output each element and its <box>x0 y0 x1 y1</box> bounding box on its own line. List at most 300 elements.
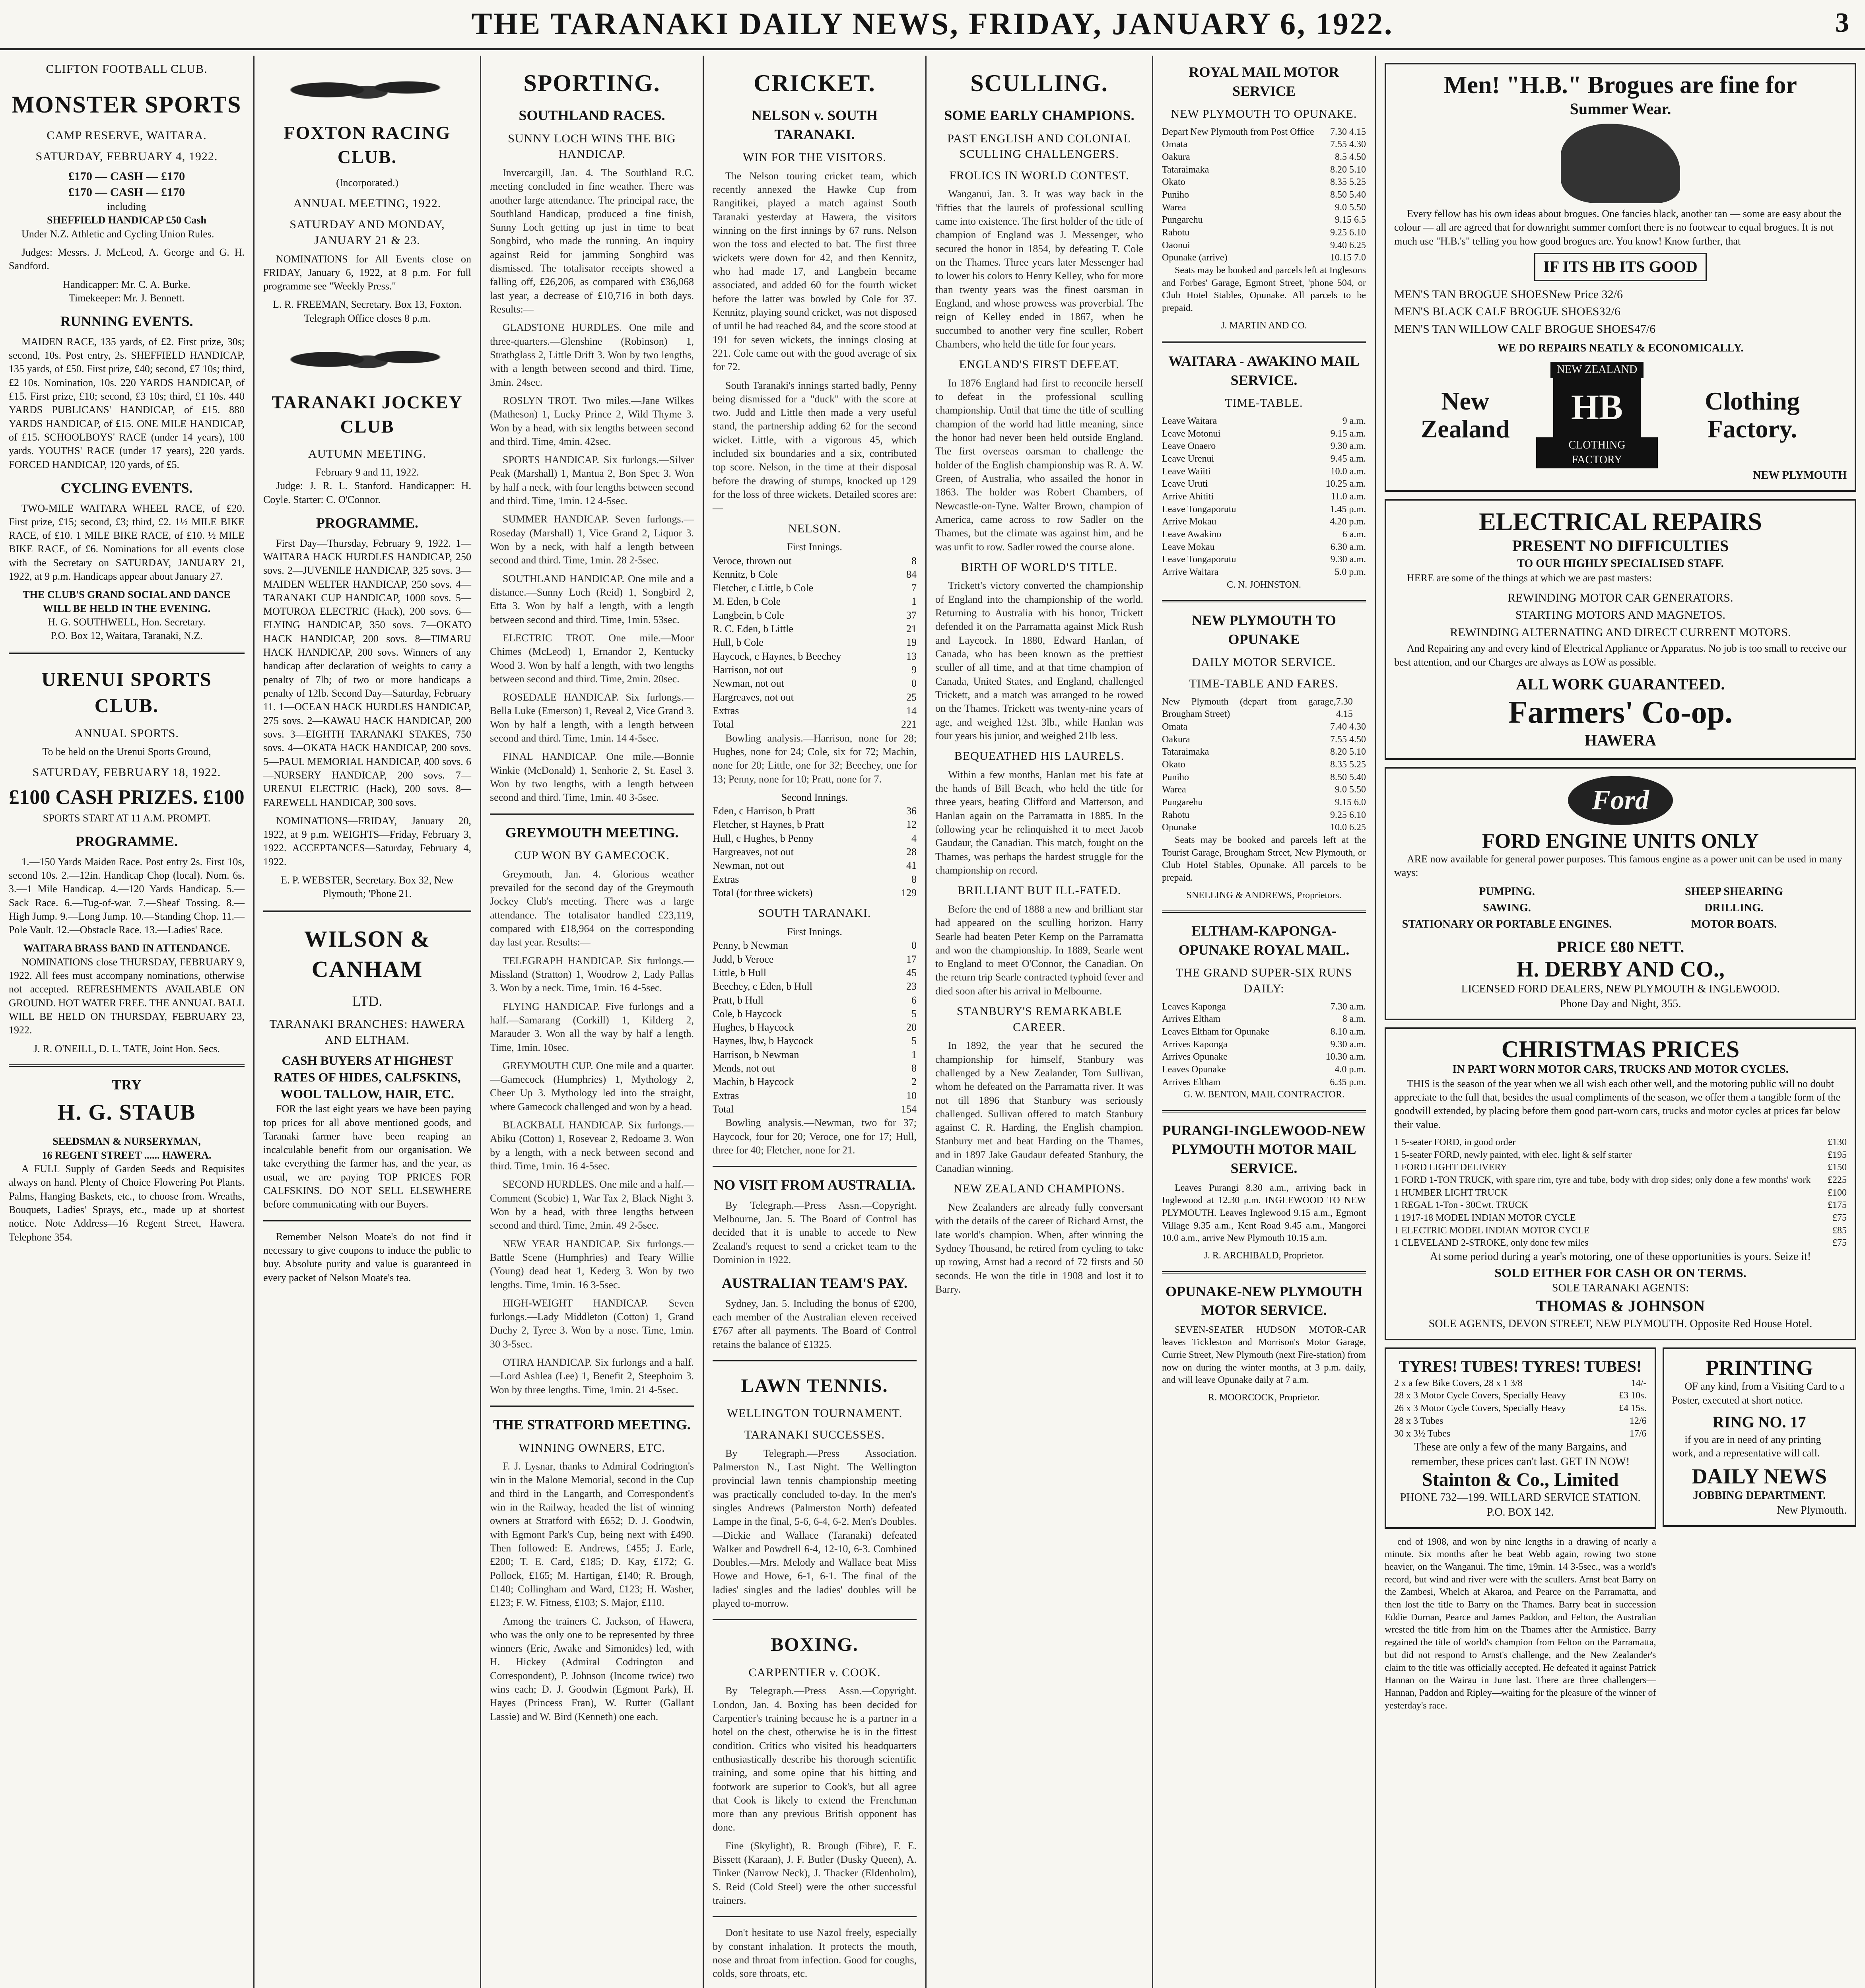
timetable-row-label: Leave Awakino <box>1162 529 1222 540</box>
timetable-row-value: 10.0 6.25 <box>1330 822 1366 833</box>
timetable-row-value: 9.40 6.25 <box>1330 240 1366 250</box>
batsman-row <box>713 1007 917 1021</box>
price-row <box>1394 321 1847 337</box>
including-label: including <box>107 201 146 213</box>
article-paragraph: South Taranaki's innings started badly, Penny being dismissed for a "duck" with the score at two. Judd and Little then made a very useful stand, the partnership adding 62 for the second wicket. Little, with a vigorous 45, which included six boundaries and a six, contributed top score. Nelson, in the time at their disposal before the drawing of stumps, knocked up 129 for the loss of three wickets. Detailed scores are:— <box>713 379 917 514</box>
timetable-row <box>1162 721 1366 734</box>
batsman-row-label: Hargreaves, not out <box>713 846 794 858</box>
purangi-proprietor: J. R. ARCHIBALD, Proprietor. <box>1204 1250 1324 1261</box>
urenui-band-note: WAITARA BRASS BAND IN ATTENDANCE. <box>23 942 230 954</box>
timetable-row <box>1162 734 1366 746</box>
column-racing-clubs <box>254 56 481 1988</box>
urenui-programme: 1.—150 Yards Maiden Race. Post entry 2s. First 10s, second 10s. 2.—12in. Handicap Chop (local). Nom. 6s. 3.—1 Mile Handicap. 4.—120 Yards Handicap. 5.—Sack Race. 6.—Tug-of-war. 7.—Sheaf Tossing. 8.—High Jump. 9.—Long Jump. 10.—Standing Chop. 11.—Pole Vault. 12.—Obstacle Race. 13.—Ladies' Race. <box>9 856 245 936</box>
batsman-row-value: 1 <box>911 596 917 608</box>
scorecard-total: Total 154 <box>713 1103 917 1115</box>
article-subheading: STANBURY'S REMARKABLE CAREER. <box>957 1005 1122 1034</box>
tjc-subhead: AUTUMN MEETING. <box>308 447 426 460</box>
waitara-awakino-proprietor: C. N. JOHNSTON. <box>1227 579 1301 590</box>
stainton-address: PHONE 732—199. WILLARD SERVICE STATION. P.O. BOX 142. <box>1400 1491 1641 1518</box>
sculling-continued-text: end of 1908, and won by nine lengths in a drawing of nearly a minute. Six months after he beat Webb again, rowing two stone heavier, on the Wanganui. The time, 19min. 14 3-5sec., was a world's record, but wind and river were with the scullers. Arnst beat Barry on the Zambesi, Whelch at Akaroa, and Pearce on the Parramatta, and then lost the title to Barry on the Thames. Barry beat in succession Eddie Durnan, Pearce and James Paddon, and Felton, the Australian wrested the title from him on the Thames after the Armistice. Barry regained the title of world's champion from Felton on the Parramatta, but did not respond to Arnst's challenge, and the New Zealander's claim to the title was officially accepted. He defeated it against Patrick Hannan on the Wairau in June last. There are three challengers—Hannan, Paddon and Ripley—waiting for the pleasure of the winner of yesterday's race. <box>1385 1536 1656 1711</box>
page-number: 3 <box>1835 8 1849 38</box>
jobbing-department: JOBBING DEPARTMENT. <box>1693 1489 1826 1502</box>
article-subheading: NEW ZEALAND CHAMPIONS. <box>954 1182 1125 1196</box>
batsman-row <box>713 595 917 608</box>
tjc-programme: First Day—Thursday, February 9, 1922. 1—WAITARA HACK HURDLES HANDICAP, 250 sovs. 2—JUVENILE HANDICAP, 325 sovs. 3—MAIDEN WELTER HANDICAP, 250 sovs. 4—TARANAKI CUP HANDICAP, 1000 sovs. 5—MOTUROA ELECTRIC (Hack), 200 sovs. 6—FLYING HANDICAP, 350 sovs. 7—OKATO HACK HANDICAP, 200 sovs. 8—TIMARU HACK HANDICAP, 200 sovs. Winners of any handicap after declaration of weights to carry a penalty of 7lb; of two or more handicaps a penalty of 12lb. Second Day—Saturday, February 11. 1—OCEAN HACK HURDLES HANDICAP, 275 sovs. 2—KAWAU HACK HANDICAP, 200 sovs. 3—EIGHTH TARANAKI STAKES, 750 sovs. 4—OKATA HACK HANDICAP, 200 sovs. 5—PAUL MEMORIAL HANDICAP, 400 sovs. 6—NURSERY HANDICAP, 200 sovs. 7—URENUI ELECTRIC (Hack), 200 sovs. 8—FAREWELL HANDICAP, 300 sovs. <box>263 537 471 808</box>
batsman-row-value: 41 <box>906 860 917 872</box>
ford-logo: Ford <box>1568 776 1673 825</box>
use-item: STATIONARY OR PORTABLE ENGINES. <box>1402 918 1612 930</box>
column-advertisements <box>1376 56 1865 1988</box>
batsman-row <box>713 650 917 663</box>
price-row <box>1394 304 1847 320</box>
price-row-label: MEN'S TAN BROGUE SHOES <box>1394 287 1549 301</box>
racehorse-illustration <box>267 331 467 379</box>
foxton-headline: FOXTON RACING CLUB. <box>284 122 451 167</box>
daily-news-name: DAILY NEWS <box>1692 1464 1827 1489</box>
price-row-value: 32/6 <box>1599 305 1620 318</box>
timetable-row <box>1162 151 1366 164</box>
batsman-row-label: Fletcher, c Little, b Cole <box>713 582 814 594</box>
price-row <box>1394 1161 1847 1174</box>
batsman-row-label: Hughes, b Haycock <box>713 1021 794 1033</box>
batsman-row <box>713 581 917 595</box>
nazol-advert: Don't hesitate to use Nazol freely, especially by constant inhalation. It protects the mouth, nose and throat from infection. Good for coughs, colds, sore throats, etc. <box>713 1927 917 1980</box>
urenui-subhead: ANNUAL SPORTS. <box>74 726 179 740</box>
batsman-row-label: Hargreaves, not out <box>713 691 794 703</box>
batsman-row-label: Judd, b Veroce <box>713 953 774 965</box>
price-row-label: 1 5-seater FORD, newly painted, with elec. light & self starter <box>1394 1149 1632 1160</box>
timetable-row-value: 8.20 5.10 <box>1330 164 1366 175</box>
timetable-row-label: New Plymouth (depart from garage, Brougham Street) <box>1162 696 1336 720</box>
timetable-row-value: 8.50 5.40 <box>1330 772 1366 782</box>
timetable-row <box>1162 440 1366 453</box>
prize-line: £170 — CASH — £170 <box>68 169 185 183</box>
timetable-row-label: Leave Tongaporutu <box>1162 504 1236 514</box>
price-row-value: £175 <box>1828 1200 1847 1211</box>
electrical-guarantee: ALL WORK GUARANTEED. <box>1516 675 1725 693</box>
thomas-johnson-name: THOMAS & JOHNSON <box>1536 1297 1705 1315</box>
batsman-row <box>713 1089 917 1103</box>
timekeeper-text: Timekeeper: Mr. J. Bennett. <box>69 292 185 304</box>
timetable-row-value: 7.55 4.30 <box>1330 139 1366 150</box>
timetable-row <box>1162 1051 1366 1064</box>
article-paragraph: BLACKBALL HANDICAP. Six furlongs.—Abiku (Cotton) 1, Rosevear 2, Redoame 3. Won by a length, with a neck between second and third. Time, 1min. 16 4-5sec. <box>490 1119 694 1172</box>
foxton-incorporated: (Incorporated.) <box>336 177 398 189</box>
batsman-row-value: 19 <box>906 637 917 648</box>
column-timetables <box>1153 56 1376 1988</box>
batsman-row <box>713 554 917 568</box>
article-paragraph: ROSLYN TROT. Two miles.—Jane Wilkes (Matheson) 1, Lucky Prince 2, Wild Thyme 3. Won by a head, with six lengths between second and third. Time, 4min. 42sec. <box>490 394 694 447</box>
foxton-secretary: L. R. FREEMAN, Secretary. Box 13, Foxton. Telegraph Office closes 8 p.m. <box>273 299 462 324</box>
article-paragraph: By Telegraph.—Press Assn.—Copyright. Melbourne, Jan. 5. The Board of Control has decided that it is unable to accede to New Zealand's request to send a cricket team to the Dominion in 1922. <box>713 1199 917 1266</box>
article-subheading: CUP WON BY GAMECOCK. <box>514 849 670 862</box>
article-heading: THE STRATFORD MEETING. <box>493 1417 691 1433</box>
batsman-row <box>713 845 917 859</box>
timetable-row-value: 9.25 6.10 <box>1330 810 1366 820</box>
price-row-value: New Price 32/6 <box>1548 287 1623 301</box>
timetable-row-value: 9.25 6.10 <box>1330 227 1366 238</box>
timetable-row <box>1162 528 1366 541</box>
urenui-date: SATURDAY, FEBRUARY 18, 1922. <box>32 765 221 779</box>
urenui-ground: To be held on the Urenui Sports Ground, <box>42 746 211 758</box>
timetable-row-label: Puniho <box>1162 772 1189 782</box>
innings-label: First Innings. <box>787 926 842 938</box>
thomas-johnson-address: SOLE AGENTS, DEVON STREET, NEW PLYMOUTH. Opposite Red House Hotel. <box>1428 1318 1813 1330</box>
batsman-row-label: Eden, c Harrison, b Pratt <box>713 805 815 817</box>
article-paragraph: SOUTHLAND HANDICAP. One mile and a distance.—Sunny Loch (Reid) 1, Songbird 2, Etta 3. Won by half a length, with a length between second and third. Time, 1min. 53sec. <box>490 573 694 625</box>
electrical-headline: ELECTRICAL REPAIRS <box>1479 507 1762 536</box>
timetable-row-value: 9.30 a.m. <box>1330 554 1366 565</box>
electrical-intro: HERE are some of the things at which we are past masters: <box>1407 572 1652 584</box>
batsman-row-label: Haycock, c Haynes, b Beechey <box>713 650 841 662</box>
timetable-row-value: 8.20 5.10 <box>1330 747 1366 757</box>
masthead <box>0 0 1865 50</box>
article-subheading: ENGLAND'S FIRST DEFEAT. <box>959 358 1120 371</box>
timetable-row-label: Leaves Opunake <box>1162 1064 1226 1075</box>
timetable-row-label: Arrives Opunake <box>1162 1052 1228 1062</box>
article-paragraph: Invercargill, Jan. 4. The Southland R.C. meeting concluded in fine weather. There was another large attendance. The principal race, the Southland Handicap, produced a fine finish, Sunny Loch getting up just in time to beat Songbird, who made the running. An inquiry against Reid for jamming Songbird was dismissed. The totalisator receipts showed a falling off, £26,206, as compared with £36,068 last year, a decrease of £10,716 in both days. Results:— <box>490 167 694 315</box>
ford-headline: FORD ENGINE UNITS ONLY <box>1482 829 1759 852</box>
timetable-row-label: Oakura <box>1162 151 1190 162</box>
electrical-staff: TO OUR HIGHLY SPECIALISED STAFF. <box>1517 557 1724 570</box>
innings-label: Second Innings. <box>781 791 848 803</box>
ford-phone: Phone Day and Night, 355. <box>1560 997 1681 1010</box>
timetable-row-value: 6.35 p.m. <box>1330 1077 1366 1087</box>
ford-price: PRICE £80 NETT. <box>1556 938 1684 956</box>
use-item: PUMPING. <box>1479 885 1535 898</box>
price-row-value: 47/6 <box>1634 322 1656 336</box>
np-opunake-sub: DAILY MOTOR SERVICE. <box>1192 656 1336 669</box>
timetable-row-label: Pungarehu <box>1162 215 1203 225</box>
urenui-cash-prizes: £100 CASH PRIZES. £100 <box>9 786 245 809</box>
batsman-row-label: Newman, not out <box>713 860 784 872</box>
ford-uses-list <box>1394 885 1847 932</box>
article-paragraph: SPORTS HANDICAP. Six furlongs.—Silver Peak (Marshall) 1, Mantua 2, Bon Spec 3. Won by half a neck, with four lengths between second and third. Time, 1min. 12 4-5sec. <box>490 454 694 507</box>
batsman-row-value: 10 <box>906 1089 917 1101</box>
batsman-row-value: 5 <box>911 1008 917 1019</box>
timetable-row-label: Leave Uruti <box>1162 479 1208 489</box>
article-subheading: FROLICS IN WORLD CONTEST. <box>949 169 1129 182</box>
price-row-value: £85 <box>1832 1225 1847 1236</box>
timetable-row <box>1162 491 1366 503</box>
timetable-row-label: Tataraimaka <box>1162 747 1209 757</box>
timetable-row-value: 10.0 a.m. <box>1330 466 1366 477</box>
team-heading: NELSON. <box>788 522 841 535</box>
batsman-row-value: 21 <box>906 623 917 635</box>
hb-price-list <box>1394 287 1847 337</box>
timetable-row <box>1162 227 1366 239</box>
batsman-row-label: Harrison, not out <box>713 664 783 676</box>
timetable <box>1162 696 1366 834</box>
timetable-row-value: 9.0 5.50 <box>1335 202 1366 213</box>
batsman-row <box>713 663 917 677</box>
wilson-canham-branches: TARANAKI BRANCHES: HAWERA AND ELTHAM. <box>269 1017 465 1046</box>
sheffield-handicap: SHEFFIELD HANDICAP £50 Cash <box>47 214 206 226</box>
batsman-row-label: M. Eden, b Cole <box>713 596 781 608</box>
rms-proprietor: J. MARTIN AND CO. <box>1221 320 1307 331</box>
cycling-events-text: TWO-MILE WAITARA WHEEL RACE, of £20. First prize, £15; second, £3; third, £2. 1½ MILE BIKE RACE, of £10. 1 MILE BIKE RACE, of £10. ½ MILE BIKE RACE, of £6. Nominations for all events close with the Secretary on SATURDAY, JANUARY 21, 1922, at 9 p.m. Handicaps appear about January 27. <box>9 502 245 582</box>
rules-text: Under N.Z. Athletic and Cycling Union Rules. <box>21 228 214 240</box>
batsman-row <box>713 804 917 818</box>
article-paragraph: OTIRA HANDICAP. Six furlongs and a half.—Lord Ashlea (Lee) 1, Benefit 2, Steephoim 3. Won by three lengths. Time, 1min. 21 4-5sec. <box>490 1357 694 1396</box>
timetable-row <box>1162 771 1366 784</box>
np-opunake-heading: NEW PLYMOUTH TO OPUNAKE <box>1192 612 1336 647</box>
timetable-row <box>1162 566 1366 579</box>
article-paragraph: ROSEDALE HANDICAP. Six furlongs.—Bella Luke (Emerson) 1, Reveal 2, Vice Grand 3. Won by half a length, with a length between second and third. Time, 1min. 14 4-5sec. <box>490 691 694 744</box>
tjc-dates: February 9 and 11, 1922. <box>315 466 419 478</box>
wilson-canham-buyers: CASH BUYERS AT HIGHEST RATES OF HIDES, CALFSKINS, WOOL TALLOW, HAIR, ETC. <box>274 1053 461 1101</box>
price-row <box>1394 1237 1847 1250</box>
timetable-row-value: 1.45 p.m. <box>1330 504 1366 514</box>
handicapper-text: Handicapper: Mr. C. A. Burke. <box>63 278 190 290</box>
batsman-row-label: Cole, b Haycock <box>713 1008 782 1019</box>
timetable-row-value: 9 a.m. <box>1342 416 1366 426</box>
tyres-text: These are only a few of the many Bargains, and remember, these prices can't last. GET IN NOW! <box>1411 1441 1630 1468</box>
timetable-row-value: 9.15 6.0 <box>1335 797 1366 808</box>
timetable-row-value: 8.35 5.25 <box>1330 177 1366 188</box>
timetable-row <box>1162 164 1366 177</box>
nelson-moate-note: Remember Nelson Moate's do not find it necessary to give coupons to induce the public to buy. Absolute purity and value is guaranteed in every packet of Nelson Moate's tea. <box>263 1231 471 1283</box>
timetable-row-label: Okato <box>1162 177 1185 188</box>
tyres-headline: TYRES! TUBES! TYRES! TUBES! <box>1399 1357 1642 1376</box>
batsman-row <box>713 1048 917 1062</box>
batsman-row <box>713 622 917 636</box>
club-name: CLIFTON FOOTBALL CLUB. <box>46 62 208 76</box>
article-heading: AUSTRALIAN TEAM'S PAY. <box>721 1275 908 1291</box>
printing-text2: if you are in need of any printing work, and a representative will call. <box>1672 1433 1821 1459</box>
batsman-row-label: Haynes, lbw, b Haycock <box>713 1035 814 1047</box>
urenui-notes: NOMINATIONS close THURSDAY, FEBRUARY 9, 1922. All fees must accompany nominations, otherwise not accepted. REFRESHMENTS AVAILABLE ON GROUND. HOT WATER FREE. THE ANNUAL BALL WILL BE HELD ON THURSDAY, FEBRUARY 23, 1922. <box>9 956 245 1036</box>
use-item: MOTOR BOATS. <box>1691 918 1777 930</box>
printing-text: OF any kind, from a Visiting Card to a Poster, executed at short notice. <box>1672 1380 1845 1406</box>
article-paragraph: FLYING HANDICAP. Five furlongs and a half.—Samarang (Corkill) 1, Kilderg 2, Marauder 3. Won all the way by half a length. Time, 1min. 10sec. <box>490 1000 694 1053</box>
article-subheading: WIN FOR THE VISITORS. <box>742 151 887 164</box>
timetable-row-value: 8 a.m. <box>1342 1014 1366 1025</box>
batsman-row-value: 84 <box>906 568 917 580</box>
price-row <box>1394 1136 1847 1149</box>
batsman-row-value: 36 <box>906 805 917 817</box>
try-heading: TRY <box>112 1076 142 1093</box>
opunake-np-heading: OPUNAKE-NEW PLYMOUTH MOTOR SERVICE. <box>1165 1283 1363 1318</box>
christmas-text: THIS is the season of the year when we all wish each other well, and the motoring public will no doubt appreciate to the full that, besides the usual compliments of the season, we offer them a tangible form of the goodwill extended, by placing before them good part-worn cars, trucks and motor cycles at prices far below their value. <box>1394 1077 1841 1130</box>
timetable-row <box>1162 746 1366 759</box>
service-item: STARTING MOTORS AND MAGNETOS. <box>1515 608 1726 622</box>
rms-heading: ROYAL MAIL MOTOR SERVICE <box>1189 64 1339 99</box>
batsman-row-label: Veroce, thrown out <box>713 555 792 567</box>
timetable-row-label: Warea <box>1162 202 1186 213</box>
staub-address: 16 REGENT STREET ...... HAWERA. <box>42 1149 212 1161</box>
batsman-row-label: Penny, b Newman <box>713 940 788 951</box>
timetable-row <box>1162 821 1366 834</box>
batsman-row-value: 14 <box>906 705 917 716</box>
price-row-label: 28 x 3 Motor Cycle Covers, Specially Heavy <box>1394 1390 1566 1401</box>
scorecard <box>713 939 917 1103</box>
timetable-row-value: 4.20 p.m. <box>1330 516 1366 527</box>
article-subheading: PAST ENGLISH AND COLONIAL SCULLING CHALLENGERS. <box>947 132 1131 161</box>
np-opunake-sub2: TIME-TABLE AND FARES. <box>1189 677 1339 691</box>
batsman-row-value: 8 <box>911 1062 917 1074</box>
article-subheading: SUNNY LOCH WINS THE BIG HANDICAP. <box>508 132 676 161</box>
purangi-text: Leaves Purangi 8.30 a.m., arriving back in Inglewood at 12.30 p.m. INGLEWOOD TO NEW PLYMOUTH. Leaves Inglewood 9.15 a.m., Egmont Village 9.35 a.m., Kent Road 9.45 a.m., Mangorei 10.0 a.m., arrive New Plymouth 10.15 a.m. <box>1162 1182 1366 1244</box>
printing-place: New Plymouth. <box>1777 1504 1847 1516</box>
price-row <box>1394 1390 1647 1402</box>
batsman-row <box>713 859 917 872</box>
article-paragraph: SUMMER HANDICAP. Seven furlongs.—Roseday (Marshall) 1, Vice Grand 2, Liquor 3. Won by a neck, with half a length between second and third. Time, 1min. 28 2-5sec. <box>490 513 694 566</box>
timetable-row <box>1162 214 1366 227</box>
price-row-value: 14/- <box>1631 1378 1647 1388</box>
hb-text: Every fellow has his own ideas about brogues. One fancies black, another tan — some are easy about the colour — all are agreed that for downright summer comfort there is no footwear to equal brogues. It is not much use "H.B.'s" telling you how good brogues are. You know! Know further, that <box>1394 208 1842 247</box>
opunake-np-text: SEVEN-SEATER HUDSON MOTOR-CAR leaves Tickleston and Morrison's Motor Garage, Currie Street, New Plymouth (next Fire-station) from now on during the winter months, at 3 p.m. daily, and will leave Opunake daily at 7 a.m. <box>1162 1324 1366 1386</box>
ek-heading: ELTHAM-KAPONGA-OPUNAKE ROYAL MAIL. <box>1178 923 1350 958</box>
batsman-row-value: 12 <box>906 819 917 831</box>
timetable-row <box>1162 466 1366 478</box>
timetable-row <box>1162 252 1366 264</box>
timetable-row-value: 7.40 4.30 <box>1330 721 1366 732</box>
batsman-row-label: Newman, not out <box>713 678 784 689</box>
secretary-signature: H. G. SOUTHWELL, Hon. Secretary. <box>48 616 206 628</box>
timetable-row-label: Arrive Waitara <box>1162 567 1219 578</box>
batsman-row <box>713 1075 917 1089</box>
team-heading: SOUTH TARANAKI. <box>758 907 871 920</box>
opunake-np-proprietor: R. MOORCOCK, Proprietor. <box>1208 1392 1320 1403</box>
ford-dealer-sub: LICENSED FORD DEALERS, NEW PLYMOUTH & INGLEWOOD. <box>1461 982 1780 995</box>
timetable-row-value: 8.50 5.40 <box>1330 189 1366 200</box>
timetable-row-label: Leave Waitara <box>1162 416 1217 426</box>
batsman-row <box>713 873 917 886</box>
timetable-row-value: 9.45 a.m. <box>1330 454 1366 464</box>
timetable-row-label: Opunake <box>1162 822 1197 833</box>
batsman-row-label: Extras <box>713 873 739 885</box>
article-paragraph: By Telegraph.—Press Association. Palmerston N., Last Night. The Wellington provincial lawn tennis championship meeting was practically concluded to-day. In the men's singles Andrews (Palmerston North) defeated Lampe in the final, 5-6, 6-4, 6-2. Men's Doubles.—Dickie and Wallace (Taranaki) defeated Walker and Powdrell 6-4, 12-10, 6-3. Combined Doubles.—Mrs. Melody and Wallace beat Miss Howe and Howe, 6-1, 6-1. The final of the ladies' singles and the ladies' doubles will be played to-morrow. <box>713 1447 917 1609</box>
ek-sub: THE GRAND SUPER-SIX RUNS DAILY: <box>1175 966 1352 995</box>
timetable-row <box>1162 1013 1366 1026</box>
price-row-value: £75 <box>1832 1238 1847 1248</box>
timetable-row <box>1162 138 1366 151</box>
urenui-secretaries: J. R. O'NEILL, D. L. TATE, Joint Hon. Secs. <box>33 1043 220 1054</box>
timetable-row <box>1162 415 1366 428</box>
price-row-label: 1 CLEVELAND 2-STROKE, only done few miles <box>1394 1238 1589 1248</box>
article-heading: SOUTHLAND RACES. <box>519 107 665 124</box>
price-row-label: 1 FORD 1-TON TRUCK, with spare rim, tyre and tube, body with drop sides; only done a few months' work <box>1394 1175 1811 1186</box>
batsman-row-label: Pratt, b Hull <box>713 994 763 1006</box>
batsman-row-value: 4 <box>911 832 917 844</box>
batsman-row-value: 13 <box>906 650 917 662</box>
article-paragraph: TELEGRAPH HANDICAP. Six furlongs.—Missland (Stratton) 1, Woodrow 2, Lady Pallas 3. Won by a neck. Time, 1min. 16 4-5sec. <box>490 955 694 994</box>
price-row <box>1394 1225 1847 1237</box>
timetable-row-label: Arrive Ahititi <box>1162 491 1214 502</box>
printing-headline: PRINTING <box>1706 1356 1813 1380</box>
christmas-agents: SOLE TARANAKI AGENTS: <box>1552 1282 1689 1295</box>
article-paragraph: New Zealanders are already fully conversant with the details of the career of Richard Arnst, the late world's champion. When, after winning the Sydney Thousand, he retired from cycling to take up rowing, Arnst had a record of 72 firsts and 50 seconds. He won the title in 1908 and lost it to Barry. <box>935 1202 1143 1295</box>
batsman-row-label: Kennitz, b Cole <box>713 568 778 580</box>
timetable-row <box>1162 553 1366 566</box>
timetable-row-value: 6.30 a.m. <box>1330 542 1366 552</box>
scorecard-total: Total 221 <box>713 718 917 730</box>
hb-logo-right: Clothing Factory. <box>1705 386 1800 443</box>
timetable-row-label: Leave Tongaporutu <box>1162 554 1236 565</box>
batsman-row-value: 25 <box>906 691 917 703</box>
price-row-label: 1 FORD LIGHT DELIVERY <box>1394 1162 1508 1173</box>
article-paragraph: The Nelson touring cricket team, which recently annexed the Hawke Cup from Rangitikei, played a match against South Taranaki yesterday at Hawera, the visitors winning on the first innings by 67 runs. Nelson won the toss and elected to bat. The first three wickets were down for 42, and then Kennitz, who had made 17, and Langbein became associated, and added 60 for the fourth wicket before the latter was bowled by Cole for 37. Kennitz, playing sound cricket, was not disposed of until he had reached 84, and the score stood at 191 for seven wickets, the innings closing at 221. Cole came out with the good average of six for 72. <box>713 170 917 373</box>
timetable-row-label: Leave Motonui <box>1162 428 1221 439</box>
timetable-row-label: Leaves Kaponga <box>1162 1001 1226 1012</box>
batsman-row-value: 0 <box>911 940 917 951</box>
timetable-row-value: 6 a.m. <box>1342 529 1366 540</box>
price-row-label: 1 1917-18 MODEL INDIAN MOTOR CYCLE <box>1394 1213 1576 1223</box>
venue: CAMP RESERVE, WAITARA. <box>47 128 207 142</box>
christmas-sold: SOLD EITHER FOR CASH OR ON TERMS. <box>1494 1266 1746 1280</box>
article-paragraph: ELECTRIC TROT. One mile.—Moor Chimes (McLeod) 1, Ernandor 2, Kentucky Wood 3. Won by half a length, with two lengths between second and third. Time, 2min. 20sec. <box>490 632 694 685</box>
timetable-row <box>1162 516 1366 528</box>
timetable-row-label: Okato <box>1162 759 1185 770</box>
batsman-row-label: Harrison, b Newman <box>713 1048 799 1060</box>
batsman-row-label: Langbein, b Cole <box>713 609 784 621</box>
hb-repairs: WE DO REPAIRS NEATLY & ECONOMICALLY. <box>1497 342 1744 354</box>
batsman-row-value: 37 <box>906 609 917 621</box>
timetable-row <box>1162 478 1366 491</box>
batsman-row-value: 28 <box>906 846 917 858</box>
article-subheading: BRILLIANT BUT ILL-FATED. <box>957 884 1121 897</box>
batsman-row-value: 45 <box>906 967 917 978</box>
article-paragraph: F. J. Lysnar, thanks to Admiral Codrington's win in the Malone Memorial, second in the Cup and third in the Langarth, and Correspondent's win in the Railway, headed the list of winning owners at Stratford with £652; D. J. Goodwin, with Egmont Park's Cup, being next with £490. Then followed: E. Andrews, £455; J. Earle, £200; T. E. Card, £185; D. Kay, £172; G. Pollock, £165; M. Hartigan, £140; R. Brough, £140; Collingham and Ward, £123; H. Washer, £123; F. W. Fitness, £103; S. Major, £110. <box>490 1460 694 1609</box>
article-paragraph: By Telegraph.—Press Assn.—Copyright. London, Jan. 4. Boxing has been decided for Carpentier's training because he is a partner in a hotel on the chest, otherwise he is in the fittest condition. Critics who visited his headquarters enthusiastically describe his thorough scientific training, and some opine that his hitting and footwork are superior to Cook's, but all agree that Cook is likely to extend the Frenchman more than any previous British opponent has done. <box>713 1685 917 1833</box>
timetable-row <box>1162 189 1366 202</box>
batsman-row-label: Beechey, c Eden, b Hull <box>713 980 812 992</box>
article-paragraph: FINAL HANDICAP. One mile.—Bonnie Winkie (McDonald) 1, Senhorie 2, St. Easel 3. Won by two lengths, with a length between second and third. Time, 1min. 40 3-5sec. <box>490 751 694 804</box>
article-subheading: BEQUEATHED HIS LAURELS. <box>954 749 1125 763</box>
timetable-row <box>1162 1001 1366 1013</box>
timetable-row-label: Warea <box>1162 784 1186 795</box>
article-paragraph: Bowling analysis.—Harrison, none for 28; Hughes, none for 24; Cole, six for 72; Machin, none for 20; Little, one for 32; Beechey, one for 13; Penny, none for 10; Pratt, none for 7. <box>713 732 917 785</box>
price-row-label: 26 x 3 Motor Cycle Covers, Specially Heavy <box>1394 1403 1566 1414</box>
tyres-advert <box>1385 1347 1656 1529</box>
timetable-row-value: 10.30 a.m. <box>1325 1052 1366 1062</box>
christmas-headline: CHRISTMAS PRICES <box>1501 1036 1740 1062</box>
article-paragraph: GLADSTONE HURDLES. One mile and three-quarters.—Glenshine (Robinson) 1, Strathglass 2, Little Drift 3. Won by two lengths, with a length between second and third. Time, 3min. 24sec. <box>490 322 694 388</box>
timetable-row-value: 11.0 a.m. <box>1331 491 1366 502</box>
price-row-label: 2 x a few Bike Covers, 28 x 1 3/8 <box>1394 1378 1523 1388</box>
price-row-label: MEN'S BLACK CALF BROGUE SHOES <box>1394 305 1599 318</box>
price-row-label: 1 REGAL 1-Ton - 30Cwt. TRUCK <box>1394 1200 1528 1211</box>
np-opunake-note: Seats may be booked and parcels left at the Tourist Garage, Brougham Street, New Plymouth, or Club Hotel Stables, Opunake. All parcels to be prepaid. <box>1162 835 1366 883</box>
sculling-section-title: SCULLING. <box>970 70 1108 96</box>
batsman-row-label: Fletcher, st Haynes, b Pratt <box>713 819 824 831</box>
column-cricket <box>704 56 927 1988</box>
batsman-row <box>713 568 917 581</box>
price-row-label: MEN'S TAN WILLOW CALF BROGUE SHOES <box>1394 322 1634 336</box>
ek-proprietor: G. W. BENTON, MAIL CONTRACTOR. <box>1183 1089 1344 1100</box>
timetable-row <box>1162 239 1366 252</box>
timetable-row-value: 8.10 a.m. <box>1330 1026 1366 1037</box>
boxing-title: BOXING. <box>771 1634 859 1656</box>
timetable-row <box>1162 1039 1366 1051</box>
batsman-row <box>713 691 917 704</box>
batsman-row <box>713 704 917 718</box>
timetable-row-value: 9.15 a.m. <box>1330 428 1366 439</box>
article-subheading: BIRTH OF WORLD'S TITLE. <box>961 560 1118 574</box>
timetable-row-label: Leave Waiiti <box>1162 466 1211 477</box>
batsman-row-label: Little, b Hull <box>713 967 767 978</box>
timetable-row <box>1162 1076 1366 1089</box>
hb-logo-bottom: CLOTHING FACTORY <box>1536 437 1658 468</box>
staub-trade: SEEDSMAN & NURSERYMAN, <box>52 1136 201 1147</box>
hb-brogues-advert <box>1385 63 1856 492</box>
hb-badge: IF ITS HB ITS GOOD <box>1534 253 1707 281</box>
ford-dealer: H. DERBY AND CO., <box>1516 957 1725 982</box>
ford-engine-advert <box>1385 767 1856 1020</box>
price-row-label: 30 x 3½ Tubes <box>1394 1428 1451 1439</box>
use-item: DRILLING. <box>1704 901 1764 914</box>
